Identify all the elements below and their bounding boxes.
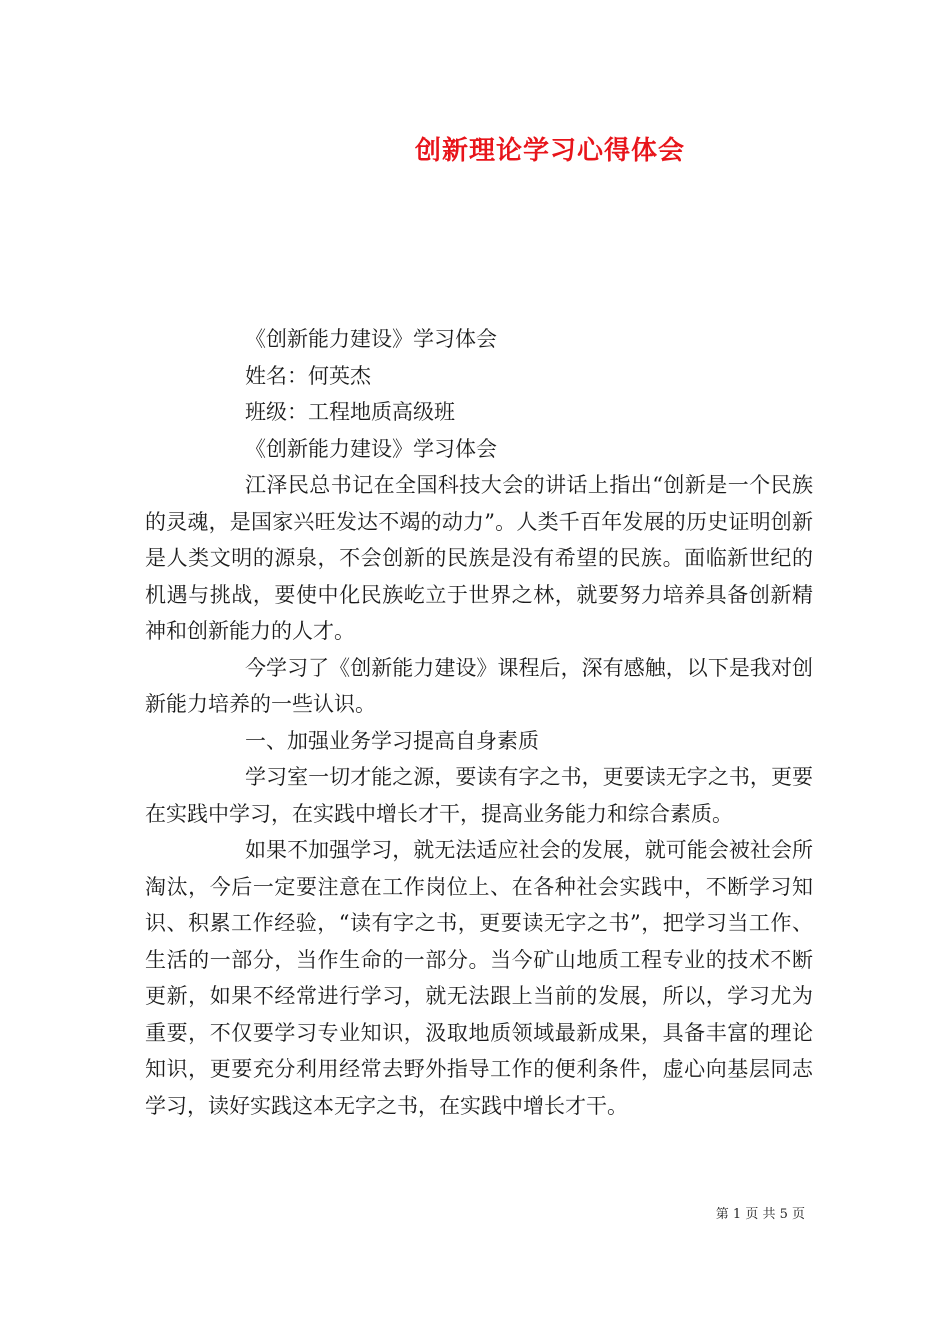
paragraph: 今学习了《创新能力建设》课程后，深有感触，以下是我对创新能力培养的一些认识。 (145, 655, 813, 716)
class-name: 班级：工程地质高级班 (245, 400, 455, 424)
paragraph: 《创新能力建设》学习体会 (245, 436, 497, 461)
paragraph: 如果不加强学习，就无法适应社会的发展，就可能会被社会所淘汰，今后一定要注意在工作岗位上、在各种社会实践中，不断学习知识、积累工作经验，“读有字之书，更要读无字之书”，把学习当工作、生活的一部分，当作生命的一部分。当今矿山地质工程专业的技术不断更新，如果不经常进行学习，就无法跟上当前的发展，所以，学习尤为重要，不仅要学习专业知识，汲取地质领域最新成果，具备丰富的理论知识，更要充分利用经常去野外指导工作的便利条件，虚心向基层同志学习，读好实践这本无字之书，在实践中增长才干。 (145, 838, 813, 1118)
paragraph: 学习室一切才能之源，要读有字之书，更要读无字之书，更要在实践中学习，在实践中增长才干，提高业务能力和综合素质。 (145, 765, 813, 826)
paragraph: 江泽民总书记在全国科技大会的讲话上指出“创新是一个民族的灵魂，是国家兴旺发达不竭的动力”。人类千百年发展的历史证明创新是人类文明的源泉，不会创新的民族是没有希望的民族。面临新世纪的机遇与挑战，要使中化民族屹立于世界之林，就要努力培养具备创新精神和创新能力的人才。 (145, 473, 813, 643)
section-heading: 一、加强业务学习提高自身素质 (245, 728, 539, 753)
author-name: 姓名：何英杰 (245, 363, 371, 388)
page-number: 第 1 页 共 5 页 (715, 1207, 805, 1222)
paragraph: 《创新能力建设》学习体会 (245, 327, 497, 351)
document-body (145, 321, 813, 1124)
page-title: 创新理论学习心得体会 (414, 136, 685, 166)
